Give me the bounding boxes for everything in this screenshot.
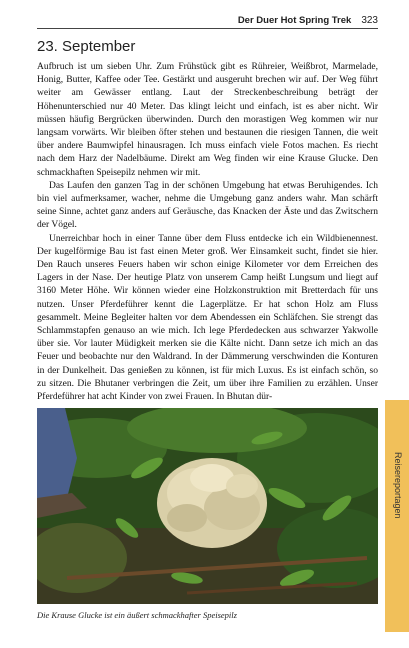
mushroom-photo (37, 408, 378, 604)
paragraph: Aufbruch ist um sieben Uhr. Zum Frühstück gibt es Rühreier, Weißbrot, Marmelade, Honig, Butter, Kaffee oder Tee. Gestärkt und ausgeruht brechen wir auf. Der Weg führt weiter am Gewässer entlang. Laut der Streckenbeschreibung beträgt der Höhenunterschied nur 40 Meter. Das klingt leicht und einfach, ist es aber nicht. Wir müssen häufig Bergrücken überwinden. Durch den morastigen Weg kommen wir nur langsam vorwärts. Wir bleiben öfter stehen und bestaunen die riesigen Tannen, die weit über andere Baumwipfel hinausragen. Ich muss einfach viele Fotos machen. Es riecht nach dem Harz der Nadelbäume. Direkt am Weg finden wir eine Krause Glucke. Den schmackhaften Speisepilz nehmen wir mit. (37, 62, 378, 178)
photo-caption: Die Krause Glucke ist ein äußert schmackhafter Speisepilz (37, 610, 237, 620)
section-tab-label: Reisereportagen (393, 452, 403, 519)
running-title: Der Duer Hot Spring Trek (237, 14, 352, 26)
header-rule (37, 28, 378, 29)
paragraph: Das Laufen den ganzen Tag in der schönen Umgebung hat etwas Beruhigendes. Ich bin viel aufmerksamer, wacher, nehme die Umgebung ganz anders wahr. Man schärft seine Sinne, achtet ganz anders auf Geräusche, das Knacken der Äste und das Zwitschern der Vögel. (37, 180, 378, 231)
chapter-title: 23. September (37, 38, 136, 55)
page-number: 323 (361, 14, 378, 26)
paragraph: Unerreichbar hoch in einer Tanne über dem Fluss entdecke ich ein Wildbienennest. Der kugelförmige Bau ist fast einen Meter groß. Wer Einsamkeit sucht, findet sie hier. Den Rauch unseres Feuers haben wir schon einige Kilometer vor dem Erreichen des Lagers in der Nase. Der heutige Platz von unserem Camp heißt Lungsum und liegt auf 3160 Meter Höhe. Wir können wieder eine Holzkonstruktion mit Bretterdach für uns nutzen. Unser Pferdeführer kennt die Lagerplätze. Er hat schon Holz am Fluss gesammelt. Meine Begleiter halten vor dem Abendessen ein Schläfchen. Sie strengt das Schlammstapfen genauso an wie mich. Ich lege Pferdedecken aus schwarzer Yakwolle über sie. Vor lauter Müdigkeit merken sie die Kälte nicht. Dann setze ich mich an das Feuer und beobachte nur den Waldrand. In der Dämmerung verschwinden die Konturen in der Dunkelheit. Das genießen zu können, ist für mich Luxus. Es ist einfach schön, so zu sitzen. Die Bhutaner verbringen die Zeit, um über ihre Familien zu erzählen. Unser Pferdeführer hat acht Kinder von zwei Frauen. In Bhutan dür- (37, 233, 378, 403)
running-header (37, 12, 378, 28)
body-text (37, 61, 378, 404)
mushroom-shape (157, 458, 267, 548)
